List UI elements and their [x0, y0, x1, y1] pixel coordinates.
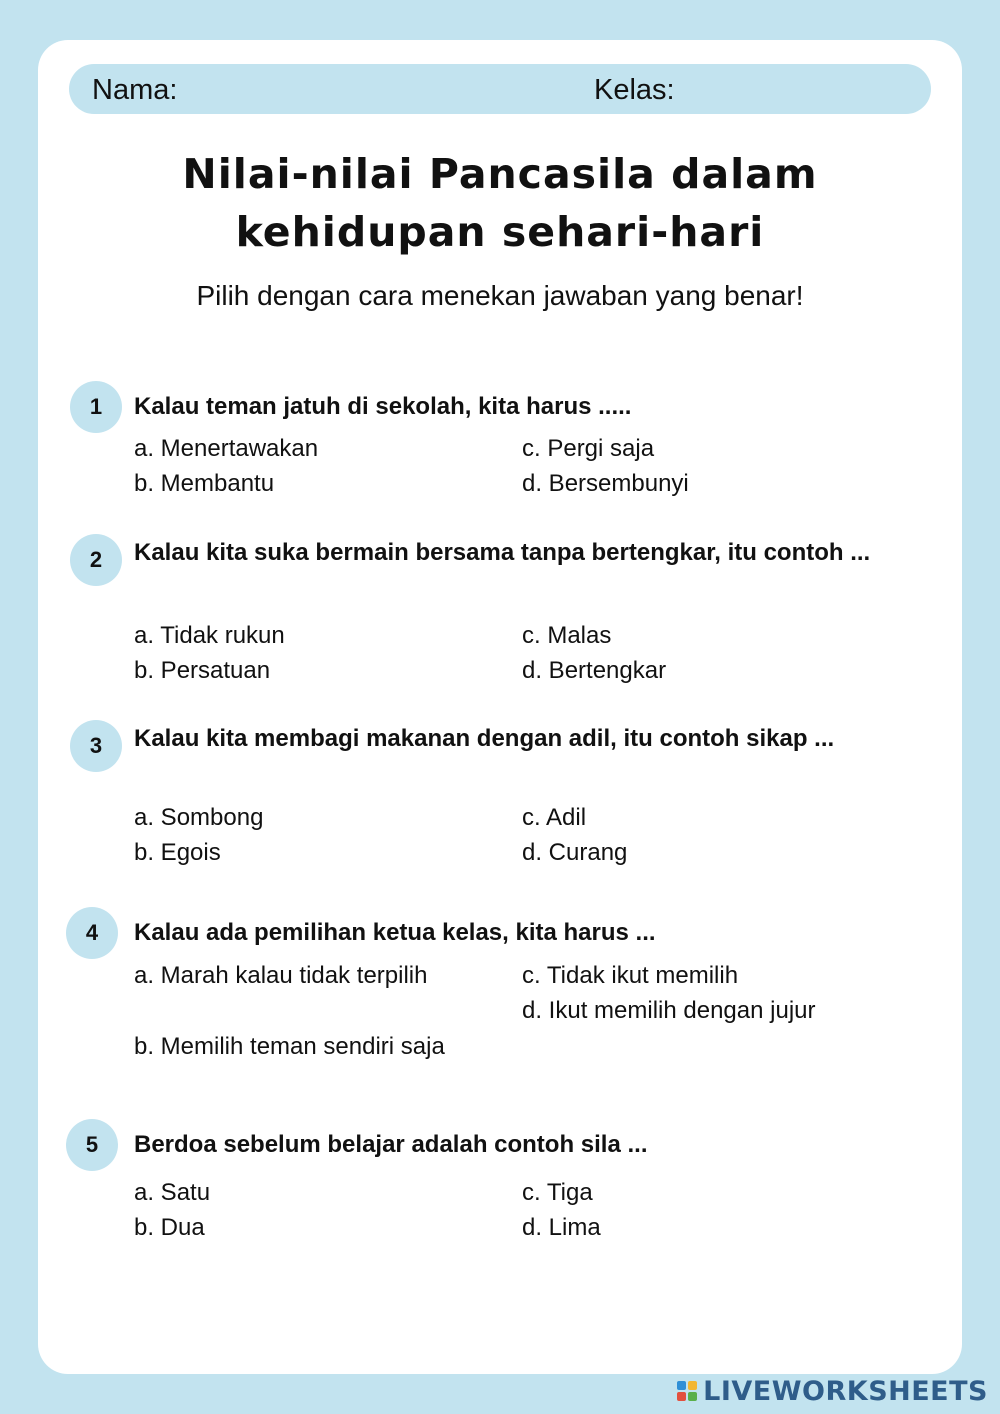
- question-text: Kalau kita membagi makanan dengan adil, itu contoh sikap ...: [134, 725, 835, 752]
- liveworksheets-brand[interactable]: [677, 1373, 988, 1409]
- option-c[interactable]: c. Tiga: [522, 1179, 593, 1206]
- question-number-badge: 1: [70, 381, 122, 433]
- instruction-text: Pilih dengan cara menekan jawaban yang benar!: [196, 280, 804, 311]
- page-title-line-1: Nilai-nilai Pancasila dalam: [182, 150, 818, 198]
- option-a[interactable]: a. Sombong: [134, 804, 264, 831]
- liveworksheets-logo-icon: [677, 1381, 697, 1401]
- option-b[interactable]: b. Dua: [134, 1214, 205, 1241]
- option-d[interactable]: d. Lima: [522, 1214, 601, 1241]
- option-c[interactable]: c. Adil: [522, 804, 587, 831]
- option-c[interactable]: c. Malas: [522, 622, 612, 649]
- kelas-label: Kelas:: [594, 74, 675, 106]
- page-title-line-2: kehidupan sehari-hari: [235, 208, 765, 256]
- option-b[interactable]: b. Memilih teman sendiri saja: [134, 1033, 445, 1060]
- option-d[interactable]: d. Bertengkar: [522, 657, 667, 684]
- option-c[interactable]: c. Pergi saja: [522, 435, 655, 462]
- name-class-bar: [69, 64, 931, 114]
- option-d[interactable]: d. Bersembunyi: [522, 470, 689, 497]
- nama-label: Nama:: [92, 74, 178, 106]
- question-text: Kalau ada pemilihan ketua kelas, kita harus ...: [134, 919, 656, 946]
- question-number-badge: 3: [70, 720, 122, 772]
- option-d[interactable]: d. Curang: [522, 839, 628, 866]
- option-d[interactable]: d. Ikut memilih dengan jujur: [522, 997, 816, 1024]
- option-a[interactable]: a. Tidak rukun: [134, 622, 285, 649]
- option-a[interactable]: a. Menertawakan: [134, 435, 319, 462]
- brand-name: LIVEWORKSHEETS: [703, 1375, 988, 1407]
- question-text: Kalau teman jatuh di sekolah, kita harus .....: [134, 393, 632, 420]
- question-text: Kalau kita suka bermain bersama tanpa bertengkar, itu contoh ...: [134, 539, 871, 566]
- option-b[interactable]: b. Egois: [134, 839, 221, 866]
- question-number-badge: 4: [66, 907, 118, 959]
- question-number-badge: 2: [70, 534, 122, 586]
- option-a[interactable]: a. Satu: [134, 1179, 211, 1206]
- option-b[interactable]: b. Persatuan: [134, 657, 271, 684]
- question-text: Berdoa sebelum belajar adalah contoh sila ...: [134, 1131, 648, 1158]
- option-a[interactable]: a. Marah kalau tidak terpilih: [134, 962, 428, 989]
- option-c[interactable]: c. Tidak ikut memilih: [522, 962, 739, 989]
- question-number-badge: 5: [66, 1119, 118, 1171]
- option-b[interactable]: b. Membantu: [134, 470, 275, 497]
